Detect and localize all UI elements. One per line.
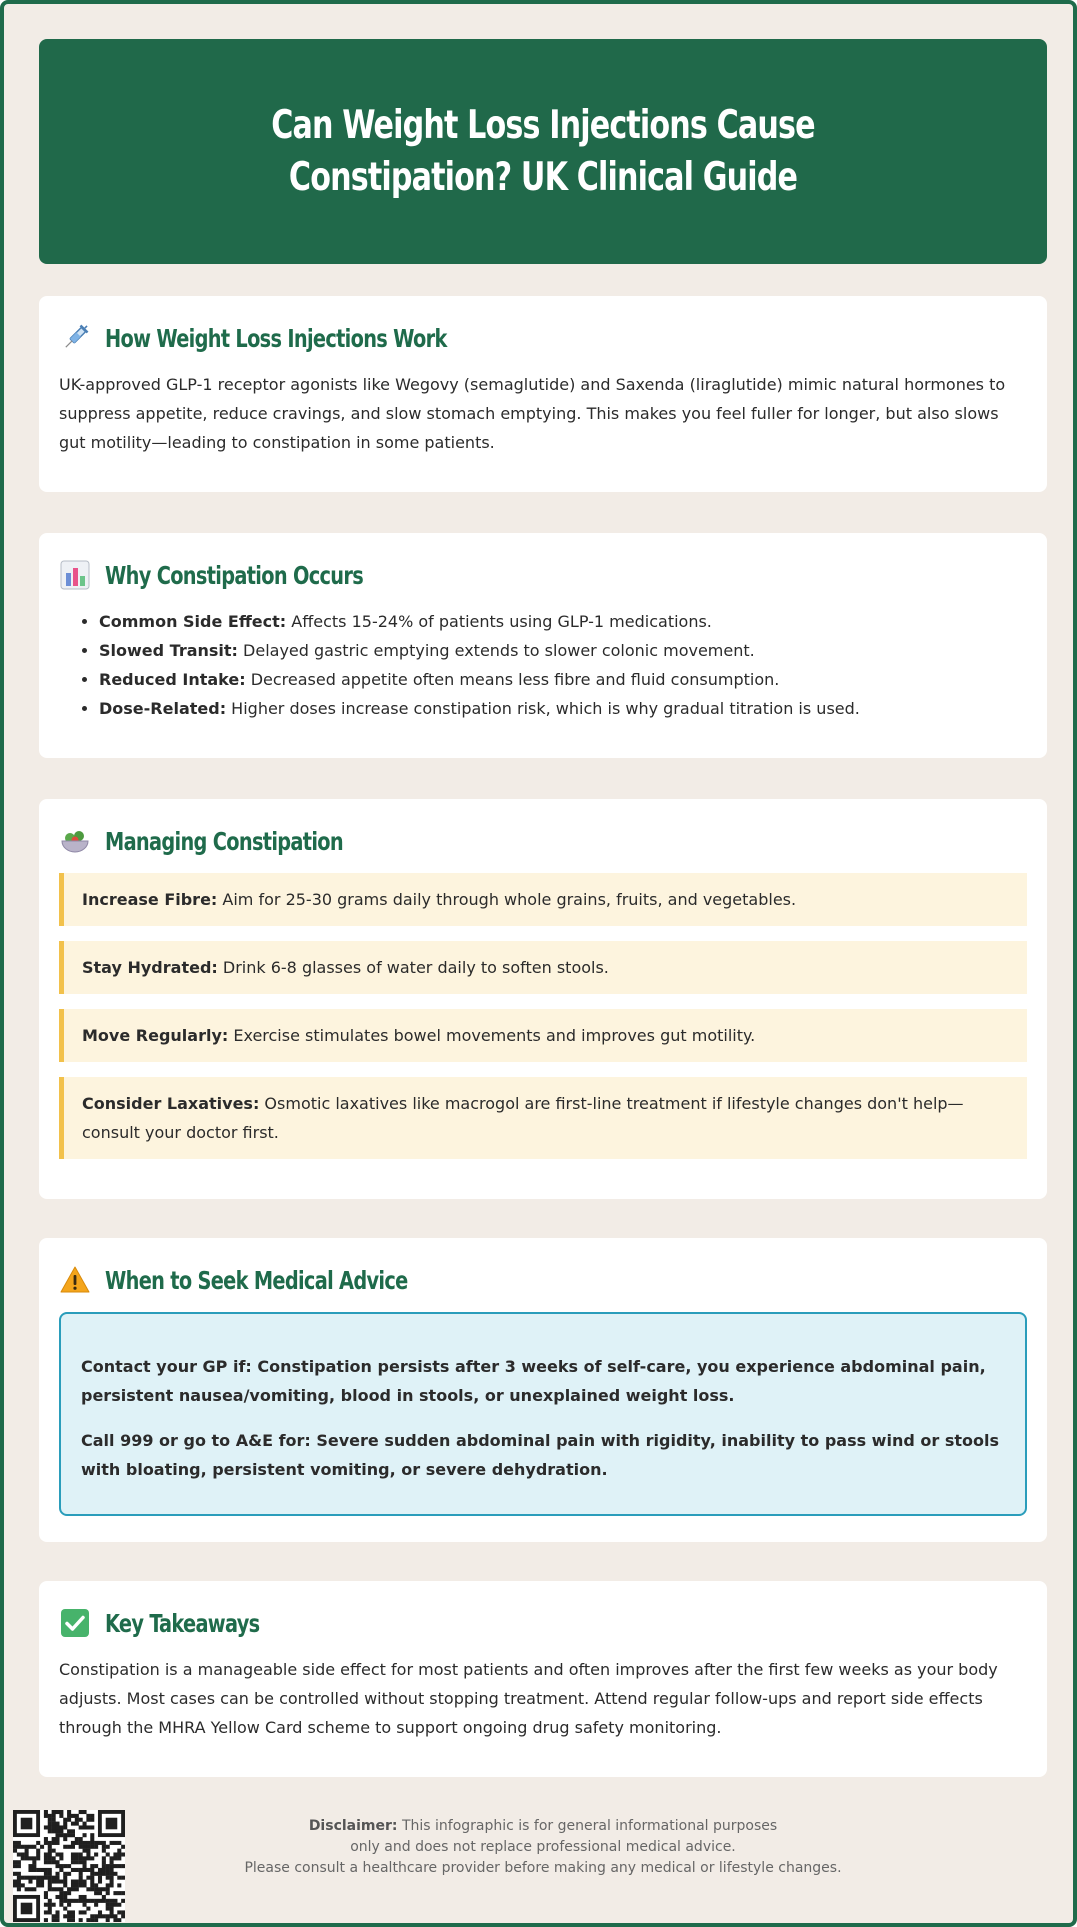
list-item (99, 636, 1027, 665)
list-item (99, 694, 1027, 723)
disclaimer (204, 1816, 882, 1879)
list-item-label: Common Side Effect: (99, 612, 287, 631)
section-body: UK-approved GLP-1 receptor agonists like Wegovy (semaglutide) and Saxenda (liraglutide) mimic natural hormones to suppress appetite, reduce cravings, and slow stomach emptying. This makes you feel fuller for longer, but also slows gut motility—leading to constipation in some patients. (59, 375, 1006, 452)
section-heading: Managing Constipation (105, 826, 343, 856)
tip-text: Exercise stimulates bowel movements and improves gut motility. (228, 1026, 756, 1045)
emergency-advice-text: Call 999 or go to A&E for: Severe sudden abdominal pain with rigidity, inability to pass wind or stools with bloating, persistent vomiting, or severe dehydration. (81, 1431, 999, 1479)
tip-label: Increase Fibre: (82, 890, 218, 909)
card-medical-advice (39, 1238, 1047, 1542)
list-item-text: Delayed gastric emptying extends to slower colonic movement. (237, 641, 755, 660)
card-how-injections-work (39, 296, 1047, 492)
list-item-label: Dose-Related: (99, 699, 227, 718)
qr-code-icon (13, 1810, 125, 1922)
syringe-icon (59, 322, 91, 354)
tip-box (59, 1077, 1027, 1159)
disclaimer-line-1: This infographic is for general informational purposes (397, 1818, 778, 1834)
tip-label: Stay Hydrated: (82, 958, 218, 977)
tip-text: Drink 6-8 glasses of water daily to soften stools. (217, 958, 609, 977)
tip-label: Consider Laxatives: (82, 1094, 260, 1113)
check-mark-icon (59, 1607, 91, 1639)
section-body: Constipation is a manageable side effect for most patients and often improves after the first few weeks as your body adjusts. Most cases can be controlled without stopping treatment. Attend regular follow-ups and report side effects through the MHRA Yellow Card scheme to support ongoing drug safety monitoring. (59, 1660, 998, 1737)
section-heading: Why Constipation Occurs (105, 560, 364, 590)
tip-text: Aim for 25-30 grams daily through whole grains, fruits, and vegetables. (217, 890, 797, 909)
card-why-constipation (39, 533, 1047, 758)
card-key-takeaways (39, 1581, 1047, 1777)
section-heading: When to Seek Medical Advice (105, 1265, 408, 1295)
warning-icon (59, 1264, 91, 1296)
page-header (39, 39, 1047, 264)
page-title: Can Weight Loss Injections Cause Constipation? UK Clinical Guide (271, 102, 815, 200)
disclaimer-label: Disclaimer: (308, 1818, 398, 1834)
card-managing-constipation (39, 799, 1047, 1199)
list-item-text: Decreased appetite often means less fibre and fluid consumption. (245, 670, 780, 689)
salad-bowl-icon (59, 825, 91, 857)
list-item (99, 665, 1027, 694)
section-heading: How Weight Loss Injections Work (105, 323, 447, 353)
disclaimer-line-2: only and does not replace professional medical advice. (350, 1839, 736, 1855)
gp-advice-text: Contact your GP if: Constipation persists after 3 weeks of self-care, you experience abdominal pain, persistent nausea/vomiting, blood in stools, or unexplained weight loss. (81, 1357, 986, 1405)
section-heading: Key Takeaways (105, 1608, 260, 1638)
list-item-text: Affects 15-24% of patients using GLP-1 medications. (286, 612, 712, 631)
list-item-text: Higher doses increase constipation risk, which is why gradual titration is used. (226, 699, 860, 718)
cause-list (59, 607, 1027, 723)
tip-text: Osmotic laxatives like macrogol are first-line treatment if lifestyle changes don't help—consult your doctor first. (82, 1094, 964, 1142)
tip-box (59, 873, 1027, 926)
bar-chart-icon (59, 559, 91, 591)
list-item-label: Slowed Transit: (99, 641, 238, 660)
tip-label: Move Regularly: (82, 1026, 229, 1045)
tip-box (59, 1009, 1027, 1062)
list-item (99, 607, 1027, 636)
disclaimer-line-3: Please consult a healthcare provider before making any medical or lifestyle changes. (244, 1860, 842, 1876)
tip-box (59, 941, 1027, 994)
alert-box (59, 1312, 1027, 1516)
list-item-label: Reduced Intake: (99, 670, 246, 689)
